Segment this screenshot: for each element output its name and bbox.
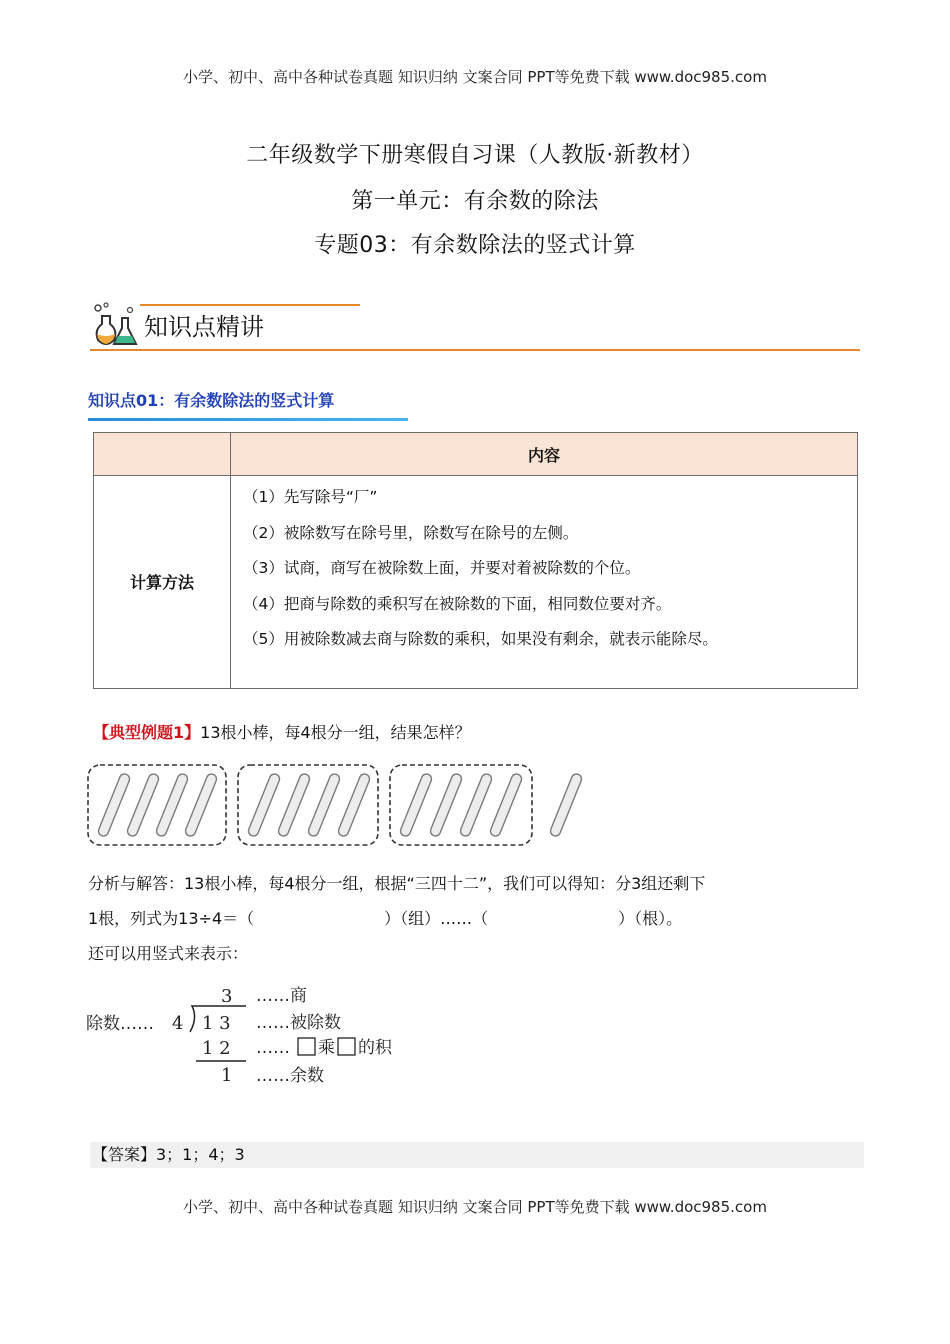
- unit-title: 第一单元：有余数的除法: [351, 189, 599, 214]
- note-product-prefix: ……: [256, 1038, 290, 1058]
- method-step: （5）用被除数减去商与除数的乘积，如果没有剩余，就表示能除尽。: [243, 630, 718, 648]
- section-banner: [90, 298, 860, 354]
- note-quotient: ……商: [256, 986, 307, 1006]
- stick-icon: [549, 773, 583, 838]
- stick-icon: [97, 773, 131, 838]
- remainder-value: 1: [221, 1065, 233, 1086]
- example-question-text: 13根小棒，每4根分一组，结果怎样？: [200, 723, 471, 742]
- knowledge-point-title: 知识点01：有余数除法的竖式计算: [88, 391, 335, 410]
- method-step: （1）先写除号“厂”: [243, 488, 378, 506]
- stick-icon: [126, 773, 160, 838]
- sticks-illustration: [86, 762, 606, 848]
- stick-icon: [307, 773, 341, 838]
- quotient-value: 3: [221, 986, 233, 1007]
- note-dividend: ……被除数: [256, 1013, 341, 1033]
- stick-icon: [489, 773, 523, 838]
- blank-square-icon: [298, 1038, 315, 1055]
- method-step: （4）把商与除数的乘积写在被除数的下面，相同数位要对齐。: [243, 594, 672, 613]
- stick-icon: [277, 773, 311, 838]
- product-value: 1 2: [202, 1038, 231, 1059]
- table-row: [94, 476, 858, 689]
- table-header-row: [94, 433, 858, 476]
- divisor-label: 除数……: [86, 1014, 154, 1034]
- formula-end: ）（根）。: [618, 909, 683, 928]
- stick-icon: [184, 773, 218, 838]
- note-remainder: ……余数: [256, 1066, 324, 1086]
- answer-bar: 【答案】3；1；4；3: [90, 1142, 864, 1168]
- formula-start: 1根，列式为13÷4＝（: [88, 909, 255, 928]
- page-header-text: 小学、初中、高中各种试卷真题 知识归纳 文案合同 PPT等免费下载 www.doc985.com: [183, 68, 767, 86]
- table-header-content: 内容: [231, 433, 858, 476]
- method-step: （3）试商，商写在被除数上面，并要对着被除数的个位。: [243, 559, 641, 577]
- analysis-line: [88, 901, 868, 936]
- stick-icon: [247, 773, 281, 838]
- chemistry-flask-icon: [92, 302, 140, 348]
- stick-icon: [459, 773, 493, 838]
- topic-title: 专题03：有余数除法的竖式计算: [314, 233, 636, 258]
- page-footer-text: 小学、初中、高中各种试卷真题 知识归纳 文案合同 PPT等免费下载 www.doc985.com: [183, 1198, 767, 1216]
- stick-icon: [337, 773, 371, 838]
- page-title: 二年级数学下册寒假自习课（人教版·新教材）: [246, 143, 704, 168]
- table-content-cell: [231, 476, 858, 689]
- stick-icon: [399, 773, 433, 838]
- knowledge-point-underline: [88, 418, 408, 421]
- table-row-label: 计算方法: [94, 476, 231, 689]
- knowledge-table: [93, 432, 858, 689]
- note-product-suffix: 的积: [358, 1038, 392, 1058]
- table-header-empty: [94, 433, 231, 476]
- stick-icon: [429, 773, 463, 838]
- analysis-block: [88, 866, 868, 971]
- blank-square-icon: [338, 1038, 355, 1055]
- divisor-value: 4: [172, 1013, 184, 1034]
- note-product-mid: 乘: [318, 1038, 335, 1058]
- dividend-value: 1 3: [202, 1013, 231, 1034]
- formula-middle: ）（组）……（: [384, 909, 489, 928]
- stick-icon: [155, 773, 189, 838]
- analysis-line: 分析与解答：13根小棒，每4根分一组，根据“三四十二”，我们可以得知：分3组还剩下: [88, 874, 706, 893]
- vertical-division-diagram: [86, 982, 446, 1094]
- analysis-line: 还可以用竖式来表示：: [88, 944, 249, 963]
- example-question: [93, 720, 471, 743]
- method-step: （2）被除数写在除号里，除数写在除号的左侧。: [243, 523, 579, 542]
- example-tag: 【典型例题1】: [93, 723, 201, 742]
- section-banner-label: 知识点精讲: [144, 313, 264, 341]
